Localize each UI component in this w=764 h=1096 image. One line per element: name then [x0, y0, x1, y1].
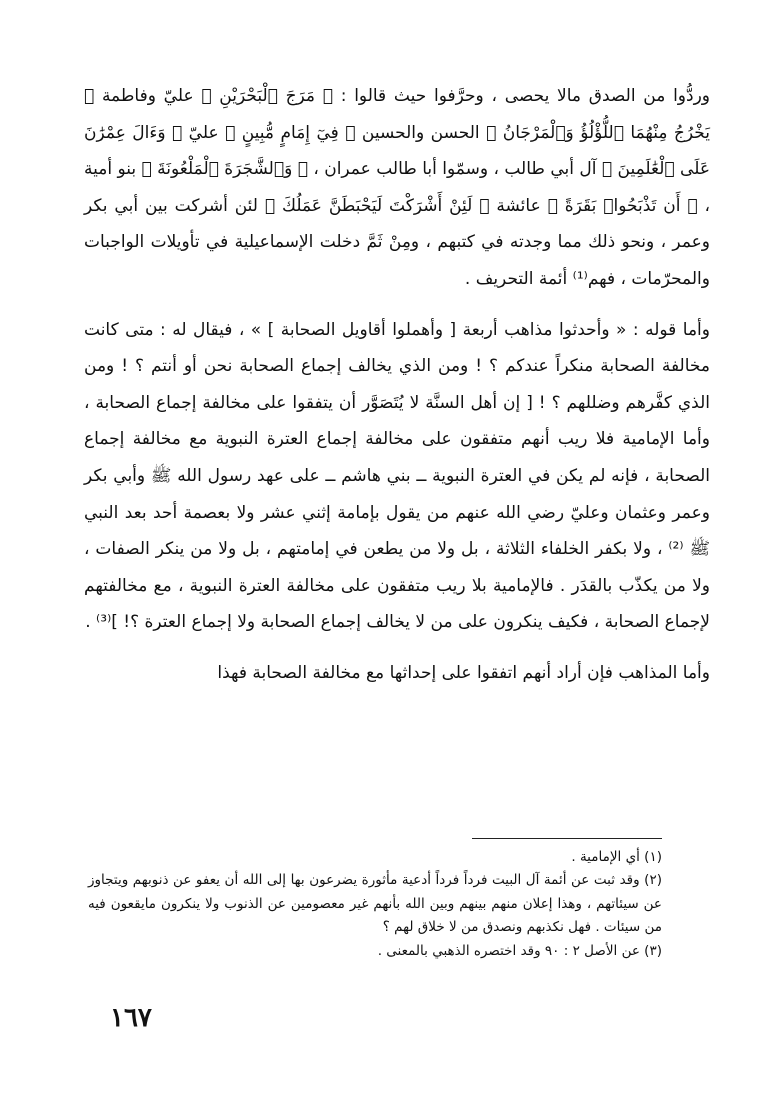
footnote-1: (١) أي الإمامية . — [571, 849, 662, 865]
footnote-divider — [472, 838, 662, 839]
footnotes-section — [88, 846, 662, 963]
paragraph-2: وأما قوله : « وأحدثوا مذاهب أربعة [ وأهملوا أقاويل الصحابة ] » ، فيقال له : متى كانت مخالفة الصحابة منكراً عندكم ؟ ! ومن الذي يخالف إجماع الصحابة نحن أو أنتم ؟ ! ومن الذي كفَّرهم وضللهم ؟ ! [ إن أهل السنَّة لا يُتَصَوَّر أن يتفقوا على مخالفة إجماع الصحابة ، وأما الإمامية فلا ريب أنهم متفقون على مخالفة إجماع العترة النبوية مع مخالفة إجماع الصحابة ، فإنه لم يكن في العترة النبوية ــ بني هاشم ــ على عهد رسول الله ﷺ وأبي بكر وعمر وعثمان وعليّ رضي الله عنهم من يقول بإمامة إثني عشر ولا بعصمة أحد بعد النبي ﷺ ⁽²⁾ ، ولا بكفر الخلفاء الثلاثة ، بل ولا من يطعن في إمامتهم ، بل ولا من ينكر الصفات ، ولا من يكذّب بالقدَر . فالإمامية بلا ريب متفقون على مخالفة العترة النبوية ، مع مخالفتهم لإجماع الصحابة ، فكيف ينكرون على من لا يخالف إجماع الصحابة ولا إجماع العترة ؟! ]⁽³⁾ . — [84, 319, 711, 633]
footnote-3: (٣) عن الأصل ٢ : ٩٠ وقد اختصره الذهبي بالمعنى . — [377, 942, 662, 959]
page-number: ١٦٧ — [110, 1003, 152, 1033]
paragraph-3: وأما المذاهب فإن أراد أنهم اتفقوا على إحداثها مع مخالفة الصحابة فهذا — [217, 662, 710, 683]
paragraph-1: وردُّوا من الصدق مالا يحصى ، وحرَّفوا حيث قالوا : ﴿ مَرَجَ ٱلْبَحْرَيْنِ ﴾ عليّ وفاطمة ﴿ يَخْرُجُ مِنْهُمَا ٱللُّؤْلُؤُ وَٱلْمَرْجَانُ ﴾ الحسن والحسين ﴿ فِيٓ إِمَامٍ مُّبِينٍ ﴾ عليّ ﴿ وَءَالَ عِمْرَٰنَ عَلَى ٱلْعَٰلَمِينَ ﴾ آل أبي طالب ، وسمّوا أبا طالب عمران ، ﴿ وَٱلشَّجَرَةَ ٱلْمَلْعُونَةَ ﴾ بنو أمية ، ﴿ أَن تَذْبَحُوا۟ بَقَرَةً ﴾ عائشة ﴿ لَئِنْ أَشْرَكْتَ لَيَحْبَطَنَّ عَمَلُكَ ﴾ لئن أشركت بين أبي بكر وعمر ، ونحو ذلك مما وجدته في كتبهم ، ومِنْ ثَمَّ دخلت الإسماعيلية في تأويلات الواجبات والمحرّمات ، فهم⁽¹⁾ أئمة التحريف . — [84, 86, 710, 289]
footnote-2: (٢) وقد ثبت عن أئمة آل البيت فرداً فرداً أدعية مأثورة يضرعون بها إلى الله أن يعفو عن ذنوبهم ويتجاوز عن سيئاتهم ، وهذا إعلان منهم بينهم وبين الله بأنهم غير معصومين عن الذنوب ولا ينكرون مايقعون فيه من سيئات . فهل نكذبهم ونصدق من لا خلاق لهم ؟ — [88, 872, 662, 936]
main-text-body — [84, 78, 710, 692]
